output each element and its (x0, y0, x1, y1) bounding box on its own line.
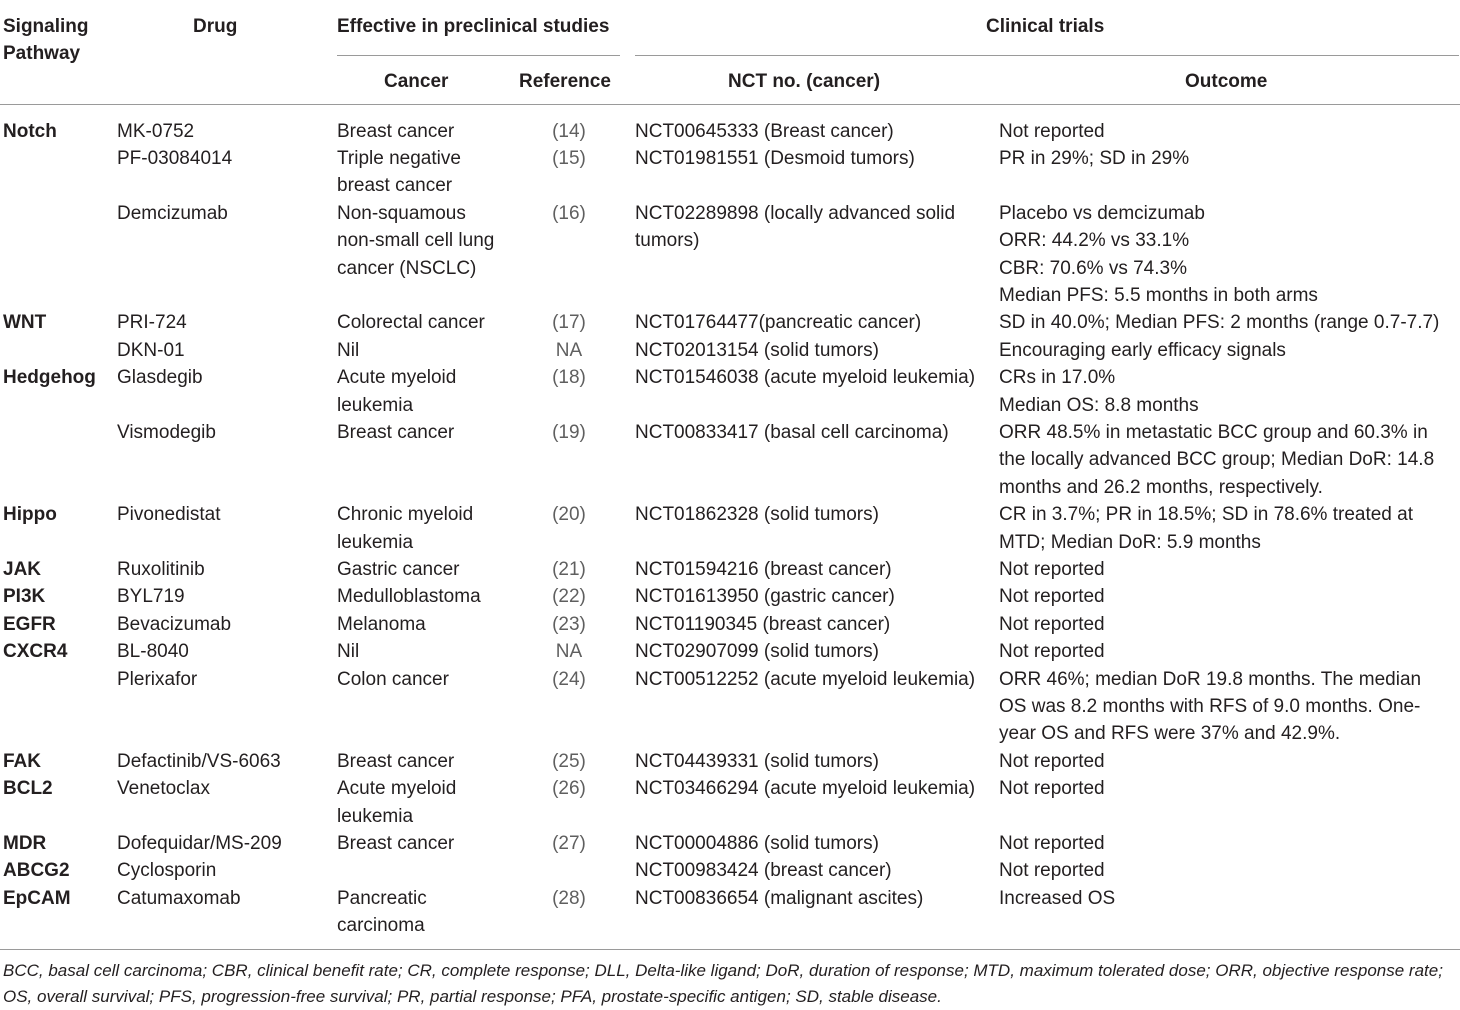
cell-nct (635, 364, 975, 391)
cell-nct (635, 638, 879, 665)
cell-cancer (337, 145, 461, 200)
subheader-rule-clinical (635, 55, 1459, 56)
header-bottom-rule (0, 104, 1460, 105)
cell-reference (519, 337, 619, 364)
cell-cancer-line: Nil (337, 339, 360, 361)
cell-nct-line: NCT00833417 (basal cell carcinoma) (635, 421, 949, 443)
cell-outcome-line: Median OS: 8.8 months (999, 394, 1199, 416)
cell-outcome (999, 118, 1105, 145)
cell-nct (635, 666, 975, 693)
cell-pathway (3, 118, 57, 145)
cell-drug-line: Demcizumab (117, 202, 228, 224)
cell-outcome-line: year OS and RFS were 37% and 42.9%. (999, 723, 1341, 745)
cell-reference-line: (14) (552, 120, 586, 142)
cell-drug (117, 145, 232, 172)
cell-outcome-line: Increased OS (999, 887, 1116, 909)
cell-cancer (337, 775, 456, 830)
header-drug: Drug (193, 16, 238, 37)
cell-pathway-line: CXCR4 (3, 641, 68, 663)
cell-outcome (999, 611, 1105, 638)
cell-cancer (337, 309, 485, 336)
cell-cancer-line: leukemia (337, 805, 414, 827)
cell-pathway (3, 611, 56, 638)
cell-cancer-line: Medulloblastoma (337, 586, 481, 608)
cell-outcome-line: Not reported (999, 860, 1105, 882)
header-reference: Reference (519, 71, 611, 92)
cell-nct-line: NCT01546038 (acute myeloid leukemia) (635, 367, 976, 389)
cell-reference-line: (19) (552, 421, 586, 443)
cell-drug-line: BL-8040 (117, 641, 189, 663)
cell-nct (635, 857, 892, 884)
cell-outcome-line: OS was 8.2 months with RFS of 9.0 months. One- (999, 695, 1421, 717)
cell-pathway-line: EpCAM (3, 887, 71, 909)
cell-pathway (3, 748, 41, 775)
cell-cancer-line: cancer (NSCLC) (337, 257, 477, 279)
cell-cancer-line: Non-squamous (337, 202, 466, 224)
cell-reference (519, 775, 619, 802)
cell-cancer (337, 364, 456, 419)
cell-drug-line: PRI-724 (117, 312, 187, 334)
cell-nct (635, 583, 895, 610)
cell-drug-line: Ruxolitinib (117, 558, 205, 580)
cell-pathway-line: Notch (3, 120, 57, 142)
cell-outcome-line: Not reported (999, 586, 1105, 608)
cell-pathway (3, 364, 96, 391)
cell-reference-line: (24) (552, 668, 586, 690)
cell-outcome-line: CRs in 17.0% (999, 367, 1116, 389)
cell-cancer (337, 337, 359, 364)
cell-outcome (999, 775, 1105, 802)
cell-pathway-line: JAK (3, 558, 42, 580)
cell-drug (117, 666, 197, 693)
cell-drug (117, 857, 216, 884)
header-pathway (3, 13, 89, 67)
cell-pathway-line: ABCG2 (3, 860, 70, 882)
cell-pathway-line: PI3K (3, 586, 46, 608)
cell-reference (519, 556, 619, 583)
cell-cancer (337, 830, 454, 857)
cell-nct-line: NCT00512252 (acute myeloid leukemia) (635, 668, 976, 690)
cell-outcome-line: SD in 40.0%; Median PFS: 2 months (range 0.7-7.7) (999, 312, 1440, 334)
cell-reference-line: (27) (552, 832, 586, 854)
cell-cancer-line: Acute myeloid (337, 367, 457, 389)
cell-drug-line: Venetoclax (117, 778, 210, 800)
cell-reference (519, 118, 619, 145)
cell-outcome-line: Not reported (999, 120, 1105, 142)
cell-nct (635, 145, 915, 172)
cell-cancer-line: Nil (337, 641, 360, 663)
cell-nct (635, 885, 923, 912)
cell-outcome-line: Not reported (999, 750, 1105, 772)
header-cancer: Cancer (384, 71, 449, 92)
cell-nct-line: NCT01981551 (Desmoid tumors) (635, 147, 915, 169)
cell-reference (519, 638, 619, 665)
cell-drug (117, 583, 185, 610)
cell-drug-line: Plerixafor (117, 668, 198, 690)
cell-reference-line: (16) (552, 202, 586, 224)
cell-outcome (999, 145, 1189, 172)
cell-outcome (999, 830, 1105, 857)
cell-nct-line: NCT02289898 (locally advanced solid (635, 202, 956, 224)
cell-nct (635, 611, 890, 638)
cell-nct (635, 419, 949, 446)
cell-drug-line: MK-0752 (117, 120, 195, 142)
cell-reference (519, 611, 619, 638)
cell-drug (117, 200, 228, 227)
cell-outcome-line: Not reported (999, 558, 1105, 580)
cell-cancer-line: non-small cell lung (337, 230, 495, 252)
cell-cancer-line: Pancreatic (337, 887, 427, 909)
cell-cancer (337, 556, 459, 583)
cell-drug (117, 611, 231, 638)
cell-pathway (3, 583, 45, 610)
cell-cancer (337, 419, 454, 446)
cell-reference (519, 145, 619, 172)
cell-cancer-line: Acute myeloid (337, 778, 457, 800)
cell-outcome-line: Not reported (999, 641, 1105, 663)
cell-pathway-line: BCL2 (3, 778, 53, 800)
cell-drug-line: Pivonedistat (117, 504, 221, 526)
cell-reference-line: (23) (552, 613, 586, 635)
cell-reference (519, 583, 619, 610)
cell-reference-line: NA (555, 641, 583, 663)
cell-outcome (999, 200, 1318, 310)
cell-drug (117, 775, 210, 802)
cell-cancer-line: Colorectal cancer (337, 312, 485, 334)
cell-pathway-line: EGFR (3, 613, 56, 635)
cell-nct-line: tumors) (635, 230, 700, 252)
cell-outcome-line: ORR 48.5% in metastatic BCC group and 60.3% in (999, 421, 1428, 443)
cell-nct-line: NCT01613950 (gastric cancer) (635, 586, 895, 608)
cell-pathway-line: MDR (3, 832, 47, 854)
cell-reference (519, 200, 619, 227)
cell-reference (519, 501, 619, 528)
cell-outcome-line: the locally advanced BCC group; Median DoR: 14.8 (999, 449, 1435, 471)
table-footnote: BCC, basal cell carcinoma; CBR, clinical benefit rate; CR, complete response; DLL, Delta-like ligand; DoR, duration of response; MTD, maximum tolerated dose; ORR, objective response rate; OS, overall survival; PFS, progression-free survival; PR, partial response; PFA, prostate-specific antigen; SD, stable disease. (3, 961, 1443, 1006)
cell-outcome (999, 501, 1413, 556)
cell-outcome-line: CBR: 70.6% vs 74.3% (999, 257, 1187, 279)
cell-nct (635, 309, 921, 336)
cell-outcome (999, 666, 1421, 748)
cell-nct (635, 830, 879, 857)
cell-outcome-line: PR in 29%; SD in 29% (999, 147, 1190, 169)
cell-reference (519, 748, 619, 775)
cell-outcome (999, 309, 1439, 336)
cell-nct-line: NCT00836654 (malignant ascites) (635, 887, 924, 909)
cell-nct (635, 775, 975, 802)
cell-reference-line: (15) (552, 147, 586, 169)
table-bottom-rule (0, 949, 1460, 950)
cell-nct-line: NCT01594216 (breast cancer) (635, 558, 892, 580)
cell-nct-line: NCT01764477(pancreatic cancer) (635, 312, 922, 334)
header-clinical: Clinical trials (986, 16, 1105, 37)
cell-pathway (3, 885, 71, 912)
cell-nct-line: NCT01862328 (solid tumors) (635, 504, 879, 526)
cell-pathway (3, 775, 53, 802)
cell-drug-line: DKN-01 (117, 339, 185, 361)
cell-reference (519, 309, 619, 336)
cell-outcome-line: ORR: 44.2% vs 33.1% (999, 230, 1190, 252)
cell-cancer (337, 611, 426, 638)
cell-drug-line: BYL719 (117, 586, 185, 608)
cell-cancer-line: Chronic myeloid (337, 504, 474, 526)
cell-cancer-line: Triple negative (337, 147, 461, 169)
cell-outcome-line: Not reported (999, 778, 1105, 800)
header-pathway-line: Signaling (3, 16, 89, 37)
cell-nct (635, 556, 892, 583)
cell-drug (117, 419, 216, 446)
cell-drug (117, 501, 221, 528)
cell-outcome (999, 885, 1115, 912)
cell-cancer-line: Melanoma (337, 613, 426, 635)
cell-cancer (337, 583, 481, 610)
cell-reference (519, 419, 619, 446)
subheader-rule-preclinical (337, 55, 620, 56)
cell-outcome (999, 583, 1105, 610)
cell-nct-line: NCT04439331 (solid tumors) (635, 750, 879, 772)
cell-pathway (3, 501, 57, 528)
header-preclinical: Effective in preclinical studies (337, 16, 610, 37)
cell-drug-line: Vismodegib (117, 421, 216, 443)
cell-nct-line: NCT03466294 (acute myeloid leukemia) (635, 778, 976, 800)
cell-drug-line: Cyclosporin (117, 860, 217, 882)
cell-nct-line: NCT02907099 (solid tumors) (635, 641, 879, 663)
cell-reference (519, 830, 619, 857)
cell-pathway-line: WNT (3, 312, 47, 334)
header-nct: NCT no. (cancer) (728, 71, 881, 92)
cell-reference-line: NA (555, 339, 583, 361)
cell-reference (519, 666, 619, 693)
cell-nct (635, 337, 879, 364)
cell-drug (117, 309, 187, 336)
cell-outcome-line: Not reported (999, 832, 1105, 854)
cell-nct (635, 501, 879, 528)
cell-cancer-line: breast cancer (337, 175, 453, 197)
cell-pathway (3, 830, 46, 857)
cell-reference-line: (17) (552, 312, 586, 334)
cell-reference (519, 364, 619, 391)
header-outcome: Outcome (1185, 71, 1268, 92)
cell-cancer-line: Colon cancer (337, 668, 449, 690)
cell-nct-line: NCT00004886 (solid tumors) (635, 832, 879, 854)
cell-outcome-line: Encouraging early efficacy signals (999, 339, 1286, 361)
cell-drug (117, 830, 282, 857)
cell-outcome (999, 748, 1105, 775)
cell-reference-line: (25) (552, 750, 586, 772)
cell-cancer (337, 748, 454, 775)
cell-cancer (337, 666, 449, 693)
cell-reference-line: (28) (552, 887, 586, 909)
cell-drug (117, 638, 189, 665)
cell-outcome (999, 337, 1286, 364)
cell-nct-line: NCT01190345 (breast cancer) (635, 613, 891, 635)
cell-cancer (337, 200, 494, 282)
cell-drug-line: Defactinib/VS-6063 (117, 750, 281, 772)
cell-drug-line: Glasdegib (117, 367, 203, 389)
cell-nct (635, 200, 955, 255)
cell-nct (635, 748, 879, 775)
cell-reference-line: (22) (552, 586, 586, 608)
cell-pathway-line: Hedgehog (3, 367, 96, 389)
cell-drug (117, 748, 281, 775)
cell-cancer-line: Breast cancer (337, 421, 455, 443)
cell-cancer-line: leukemia (337, 531, 414, 553)
cell-outcome-line: months and 26.2 months, respectively. (999, 476, 1323, 498)
cell-reference-line: (18) (552, 367, 586, 389)
cell-outcome (999, 638, 1105, 665)
cell-cancer (337, 501, 473, 556)
cell-cancer (337, 118, 454, 145)
cell-cancer (337, 885, 427, 940)
cell-nct-line: NCT00645333 (Breast cancer) (635, 120, 894, 142)
cell-outcome (999, 857, 1105, 884)
cell-outcome-line: Not reported (999, 613, 1105, 635)
cell-cancer-line: carcinoma (337, 915, 425, 937)
cell-pathway-line: FAK (3, 750, 41, 772)
cell-pathway (3, 638, 67, 665)
cell-drug (117, 337, 185, 364)
cell-nct-line: NCT00983424 (breast cancer) (635, 860, 892, 882)
cell-outcome-line: ORR 46%; median DoR 19.8 months. The median (999, 668, 1422, 690)
cell-drug-line: PF-03084014 (117, 147, 233, 169)
cell-drug-line: Catumaxomab (117, 887, 241, 909)
cell-cancer-line: Gastric cancer (337, 558, 460, 580)
cell-drug (117, 885, 241, 912)
cell-nct-line: NCT02013154 (solid tumors) (635, 339, 879, 361)
cell-drug-line: Bevacizumab (117, 613, 232, 635)
cell-outcome (999, 556, 1105, 583)
cell-reference-line: (20) (552, 504, 586, 526)
cell-drug (117, 364, 203, 391)
cell-pathway (3, 309, 46, 336)
cell-cancer-line: Breast cancer (337, 120, 455, 142)
cell-cancer-line: leukemia (337, 394, 414, 416)
cell-cancer (337, 638, 359, 665)
cell-drug (117, 118, 194, 145)
cell-drug (117, 556, 205, 583)
cell-reference (519, 885, 619, 912)
cell-pathway-line: Hippo (3, 504, 57, 526)
header-pathway-line: Pathway (3, 43, 81, 64)
cell-outcome-line: CR in 3.7%; PR in 18.5%; SD in 78.6% treated at (999, 504, 1413, 526)
cell-reference-line: (21) (552, 558, 586, 580)
cell-outcome (999, 364, 1199, 419)
cell-outcome-line: Placebo vs demcizumab (999, 202, 1205, 224)
cell-reference-line: (26) (552, 778, 586, 800)
cell-pathway (3, 857, 70, 884)
cell-cancer-line: Breast cancer (337, 832, 455, 854)
cell-outcome (999, 419, 1434, 501)
cell-pathway (3, 556, 41, 583)
cell-cancer-line: Breast cancer (337, 750, 455, 772)
cell-drug-line: Dofequidar/MS-209 (117, 832, 282, 854)
cell-outcome-line: Median PFS: 5.5 months in both arms (999, 284, 1318, 306)
cell-nct (635, 118, 894, 145)
cell-outcome-line: MTD; Median DoR: 5.9 months (999, 531, 1261, 553)
